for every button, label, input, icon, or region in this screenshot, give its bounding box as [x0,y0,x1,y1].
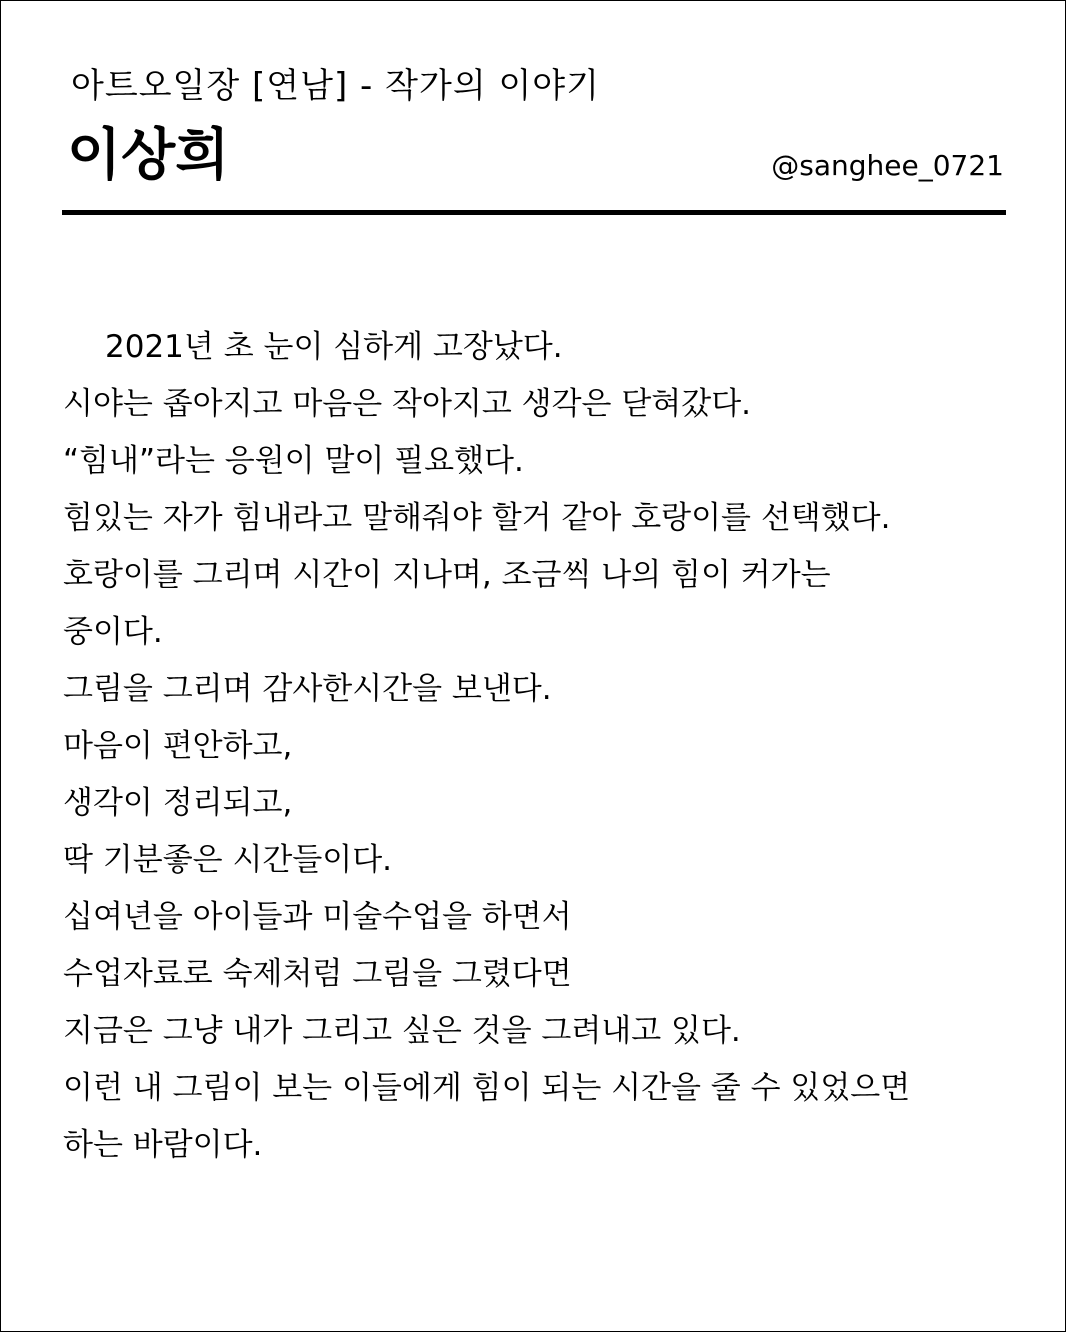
story-line: 그림을 그리며 감사한시간을 보낸다. [63,671,552,707]
story-line: 십여년을 아이들과 미술수업을 하면서 [63,899,572,935]
story-line: 호랑이를 그리며 시간이 지나며, 조금씩 나의 힘이 커가는 [63,557,831,593]
story-line: 2021년 초 눈이 심하게 고장났다. [105,329,563,365]
story-line: “힘내”라는 응원이 말이 필요했다. [63,443,524,479]
header-divider [62,210,1006,215]
story-line: 지금은 그냥 내가 그리고 싶은 것을 그려내고 있다. [63,1013,741,1049]
page-subtitle: 아트오일장 [연남] - 작가의 이야기 [71,66,600,106]
story-line: 시야는 좁아지고 마음은 작아지고 생각은 닫혀갔다. [63,386,751,422]
story-line: 힘있는 자가 힘내라고 말해줘야 할거 같아 호랑이를 선택했다. [63,500,891,536]
story-line: 생각이 정리되고, [63,785,293,821]
story-line: 마음이 편안하고, [63,728,293,764]
story-line: 이런 내 그림이 보는 이들에게 힘이 되는 시간을 줄 수 있었으면 [63,1070,911,1106]
artist-handle: @sanghee_0721 [771,149,1004,182]
story-line: 하는 바람이다. [63,1127,263,1163]
artist-story [63,319,1023,1174]
story-line: 중이다. [63,614,163,650]
story-line: 수업자료로 숙제처럼 그림을 그렸다면 [63,956,572,992]
story-line: 딱 기분좋은 시간들이다. [63,842,393,878]
artist-name: 이상희 [67,123,230,188]
